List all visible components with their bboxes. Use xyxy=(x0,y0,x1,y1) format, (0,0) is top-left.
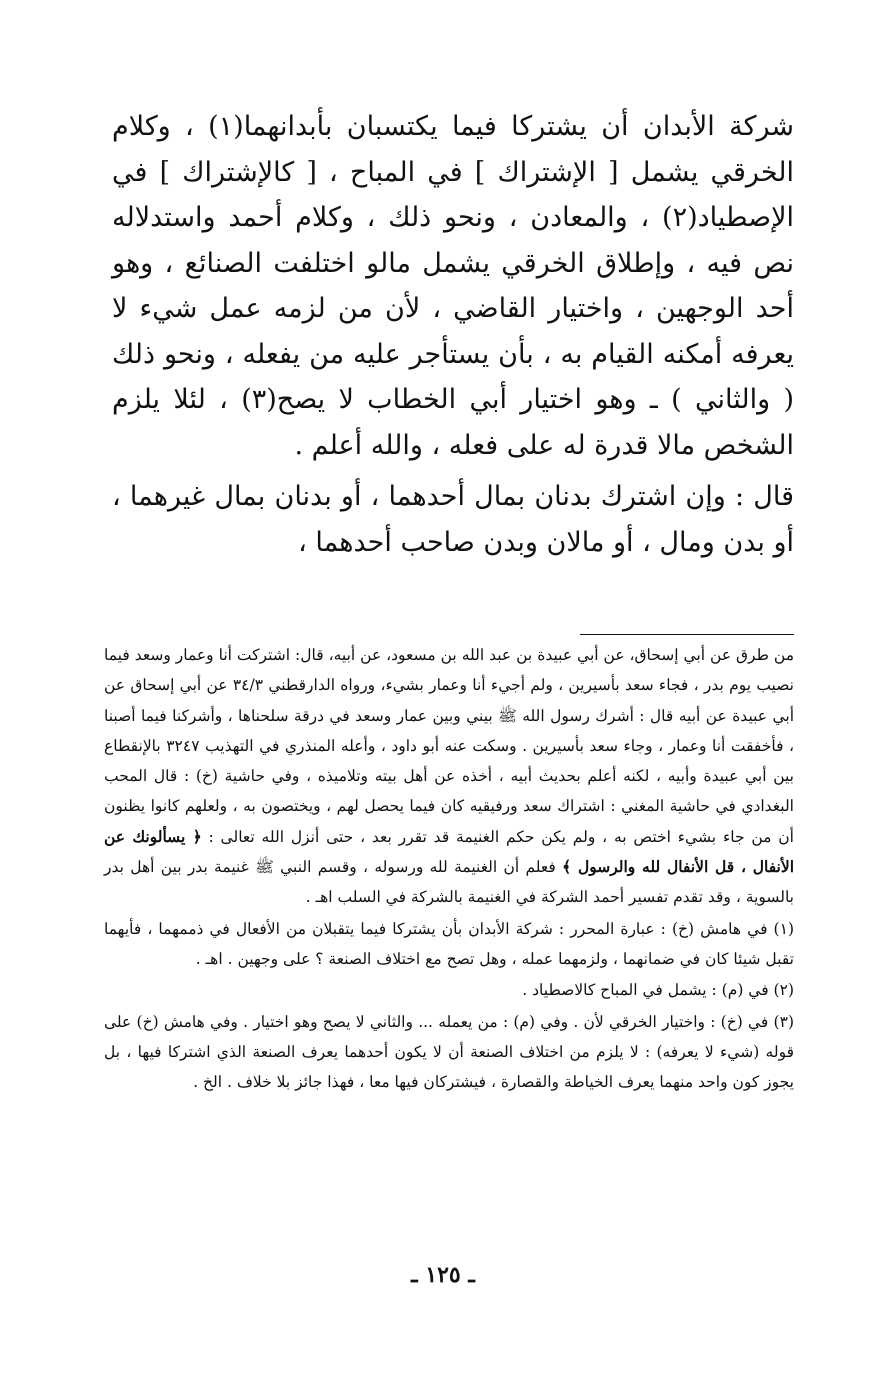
footnote-3: (٣) في (خ) : واختيار الخرقي لأن . وفي (م) : من يعمله ... والثاني لا يصح وهو اختيار . وفي هامش (خ) على قوله (شيء لا يعرفه) : لا يلزم من اختلاف الصنعة أن لا يكون أحدهما يعرف الصنعة الذي اشتركا فيها ، بل يجوز كون واحد منهما يعرف الخياطة والقصارة ، فيشتركان فيها معا ، فهذا جائز بلا خلاف . الخ . xyxy=(104,1012,794,1092)
main-paragraph: شركة الأبدان أن يشتركا فيما يكتسبان بأبدانهما(١) ، وكلام الخرقي يشمل [ الإشتراك ] في المباح ، [ كالإشتراك ] في الإصطياد(٢) ، والمعادن ، ونحو ذلك ، وكلام أحمد واستدلاله نص فيه ، وإطلاق الخرقي يشمل مالو اختلفت الصنائع ، وهو أحد الوجهين ، واختيار القاضي ، لأن من لزمه عمل شيء لا يعرفه أمكنه القيام به ، بأن يستأجر عليه من يفعله ، ونحو ذلك ( والثاني ) ـ وهو اختيار أبي الخطاب لا يصح(٣) ، لئلا يلزم الشخص مالا قدرة له على فعله ، والله أعلم . xyxy=(112,111,794,461)
footnote-text: فعلم أن الغنيمة لله ورسوله ، وقسم النبي ﷺ غنيمة بدر بين أهل بدر بالسوية ، وقد تقدم تفسير أحمد الشركة في الغنيمة بالشركة في السلب اهـ . xyxy=(104,858,794,907)
footnote-separator xyxy=(580,634,794,635)
main-paragraph: قال : وإن اشترك بدنان بمال أحدهما ، أو بدنان بمال غيرهما ، أو بدن ومال ، أو مالان وبدن صاحب أحدهما ، xyxy=(112,481,794,558)
footnote-continuation xyxy=(104,640,794,913)
page-number: ـ ١٢٥ ـ xyxy=(411,1262,475,1288)
footnote-1: (١) في هامش (خ) : عبارة المحرر : شركة الأبدان بأن يشتركا فيما يتقبلان من الأفعال في ذممهما ، فأيهما تقبل شيئا كان في ضمانهما ، ولزمهما عمله ، وهل تصح مع اختلاف الصنعة ؟ على وجهين . اهـ . xyxy=(104,919,794,968)
main-text xyxy=(112,104,794,565)
footnotes xyxy=(104,640,794,1097)
footnote-text: من طرق عن أبي إسحاق، عن أبي عبيدة بن عبد الله بن مسعود، عن أبيه، قال: اشتركت أنا وعمار وسعد فيما نصيب يوم بدر ، فجاء سعد بأسيرين ، ولم أجيء أنا وعمار بشيء، ورواه الدارقطني ٣٤/٣ عن أبي إسحاق عن أبي عبيدة عن أبيه قال : أشرك رسول الله ﷺ بيني وبين عمار وسعد في درقة سلحناها ، وأشركنا فيما أصبنا ، فأخفقت أنا وعمار ، وجاء سعد بأسيرين . وسكت عنه أبو داود ، وأعله المنذري في التهذيب ٣٢٤٧ بالإنقطاع بين أبي عبيدة وأبيه ، لكنه أعلم بحديث أبيه ، أخذه عن أهل بيته وتلاميذه ، وفي حاشية (خ) : قال المحب البغدادي في حاشية المغني : اشتراك سعد ورفيقيه كان فيما يحصل لهم ، ويختصون به ، ولعلهم كانوا يظنون أن من جاء بشيء اختص به ، ولم يكن حكم الغنيمة قد تقرر بعد ، حتى أنزل الله تعالى : xyxy=(104,646,794,846)
footnote-2: (٢) في (م) : يشمل في المباح كالاصطياد . xyxy=(522,981,794,1000)
quran-quote: ﴿ يسألونك عن الأنفال ، قل الأنفال لله والرسول ﴾ xyxy=(104,826,794,877)
